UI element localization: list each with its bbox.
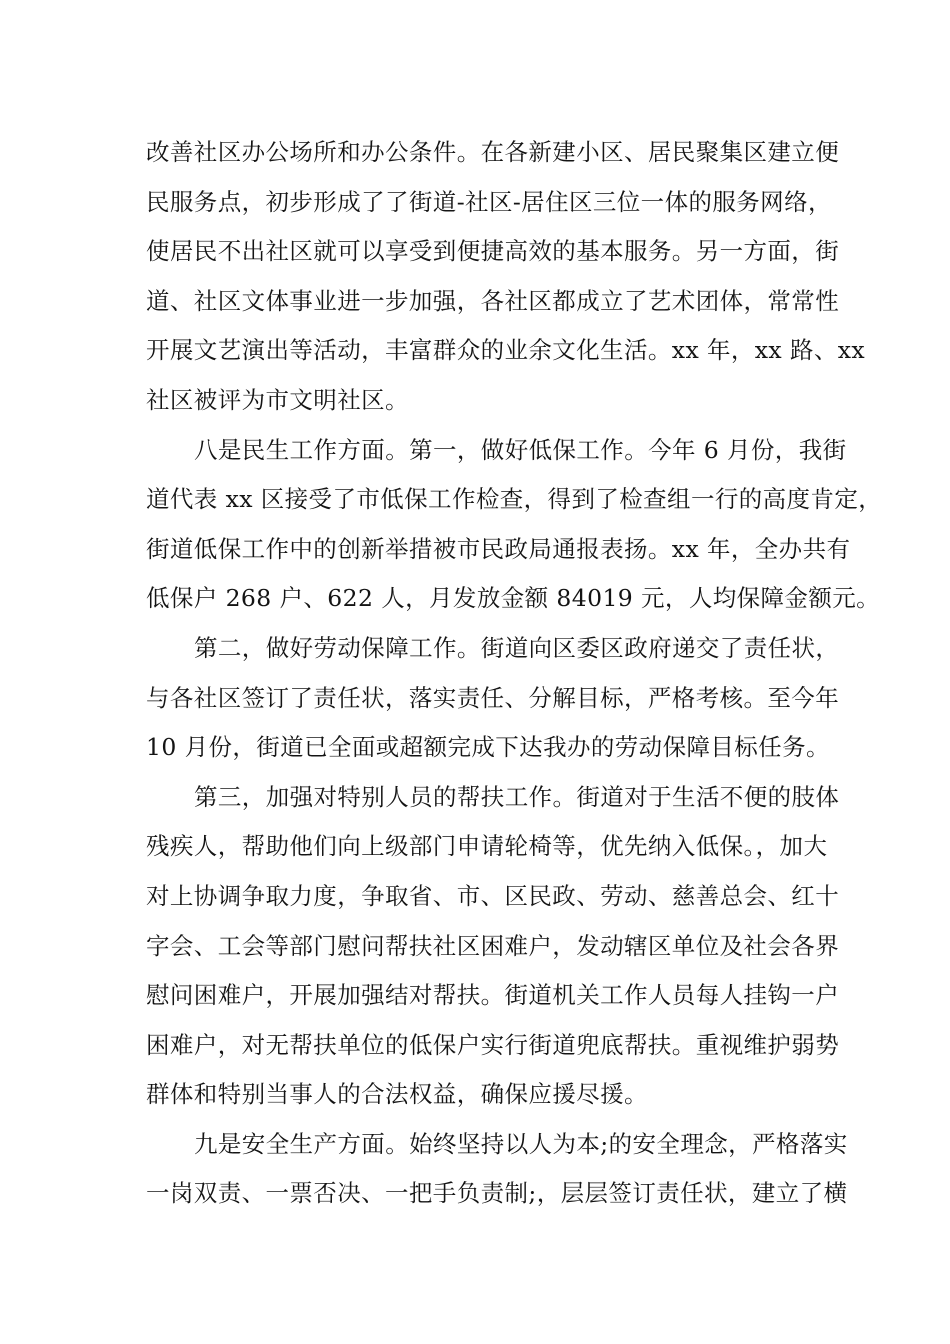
text-line: 道代表 xx 区接受了市低保工作检查，得到了检查组一行的高度肯定， [146,485,883,514]
text-line: 使居民不出社区就可以享受到便捷高效的基本服务。另一方面，街 [146,237,840,266]
document-body [146,128,883,1219]
text-line: 慰问困难户，开展加强结对帮扶。街道机关工作人员每人挂钩一户 [146,981,840,1010]
text-line: 对上协调争取力度，争取省、市、区民政、劳动、慈善总会、红十 [146,881,840,910]
text-line: 改善社区办公场所和办公条件。在各新建小区、居民聚集区建立便 [146,138,840,166]
text-line: 低保户 268 户、622 人，月发放金额 84019 元，人均保障金额元。 [146,584,881,613]
text-line: 一岗双责、一票否决、一把手负责制;，层层签订责任状，建立了横 [146,1179,848,1208]
text-line: 群体和特别当事人的合法权益，确保应援尽援。 [146,1080,648,1109]
paragraph-start-line: 第二，做好劳动保障工作。街道向区委区政府递交了责任状， [194,633,840,662]
text-line: 10 月份，街道已全面或超额完成下达我办的劳动保障目标任务。 [146,733,830,762]
text-line: 道、社区文体事业进一步加强，各社区都成立了艺术团体，常常性 [146,286,840,315]
text-line: 字会、工会等部门慰问帮扶社区困难户，发动辖区单位及社会各界 [146,931,840,960]
text-line: 与各社区签订了责任状，落实责任、分解目标，严格考核。至今年 [146,683,840,712]
text-line: 困难户，对无帮扶单位的低保户实行街道兜底帮扶。重视维护弱势 [146,1030,840,1059]
text-line: 街道低保工作中的创新举措被市民政局通报表扬。xx 年，全办共有 [146,534,851,563]
paragraph-start-line: 九是安全生产方面。始终坚持以人为本;的安全理念，严格落实 [194,1129,848,1158]
text-line: 社区被评为市文明社区。 [146,385,409,414]
text-line: 民服务点，初步形成了了街道-社区-居住区三位一体的服务网络， [146,187,832,216]
text-line: 残疾人，帮助他们向上级部门申请轮椅等，优先纳入低保。，加大 [146,832,828,861]
paragraph-start-line: 八是民生工作方面。第一，做好低保工作。今年 6 月份，我街 [194,435,847,464]
paragraph-start-line: 第三，加强对特别人员的帮扶工作。街道对于生活不便的肢体 [194,782,840,811]
text-line: 开展文艺演出等活动，丰富群众的业余文化生活。xx 年，xx 路、xx [146,336,866,365]
